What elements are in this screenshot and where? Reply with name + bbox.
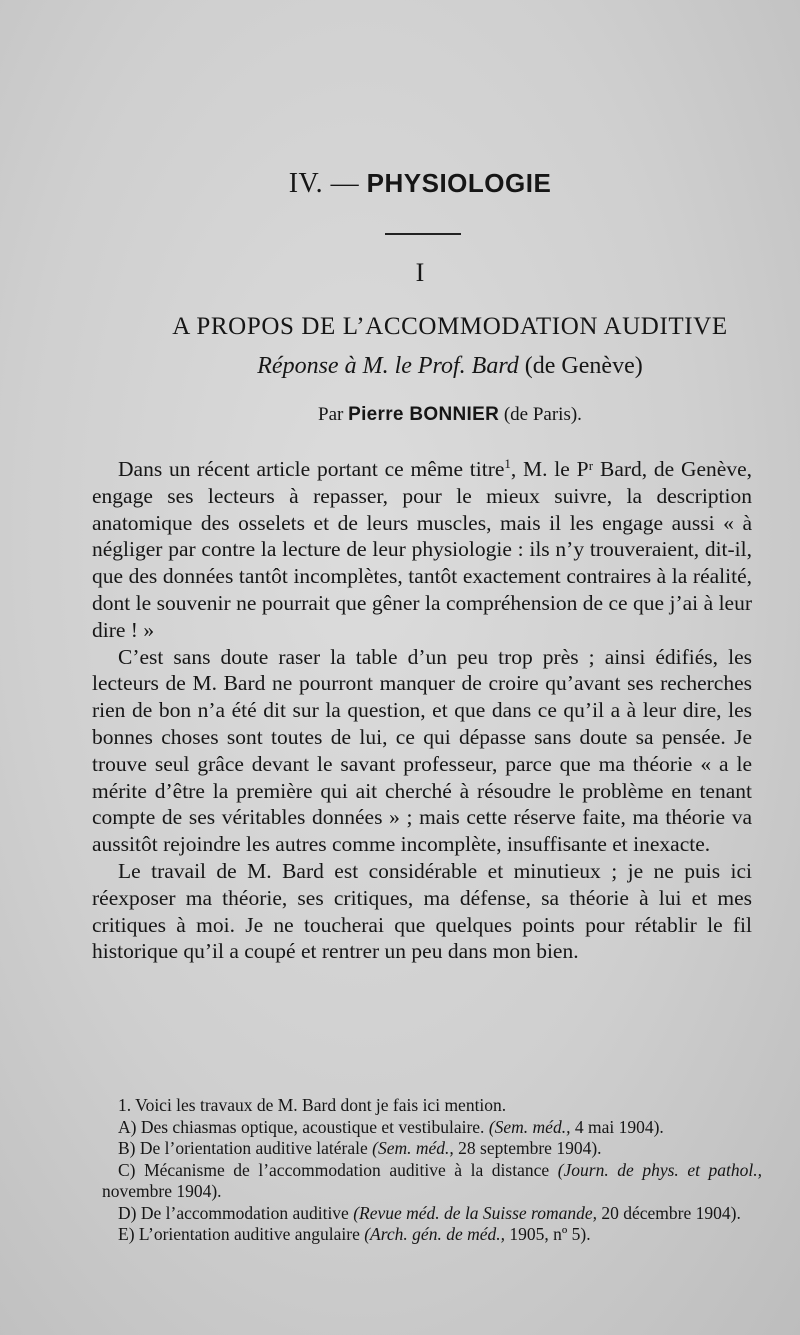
footnote-item-a xyxy=(102,1117,762,1139)
footnote-item-b xyxy=(102,1138,762,1160)
author-name: Pierre BONNIER xyxy=(348,404,500,425)
article-body xyxy=(92,456,752,965)
footnote-item-label: A) xyxy=(118,1116,137,1137)
footnote-item-date: 4 mai 1904). xyxy=(574,1116,664,1137)
footnote-item-date: 20 décembre 1904). xyxy=(601,1202,741,1223)
byline xyxy=(60,404,800,426)
footnote-item-label: B) xyxy=(118,1138,136,1158)
footnote-item-date: 1905, nº 5). xyxy=(509,1224,591,1244)
footnote-item-label: D) xyxy=(118,1202,137,1223)
section-number: IV. — xyxy=(288,168,360,199)
footnote-item-label: E) xyxy=(118,1224,135,1244)
article-title: A PROPOS DE L’ACCOMMODATION AUDITIVE xyxy=(172,313,728,340)
section-heading xyxy=(0,168,800,200)
subtitle-italic: Réponse à M. le Prof. Bard xyxy=(257,353,519,379)
paragraph-2: C’est sans doute raser la table d’un peu trop près ; ainsi édifiés, les lecteurs de M. Bard ne pourront manquer de croire qu’avant ses recherches rien de bon n’a été dit sur la question, et que dans ce qu’il a à leur dire, les bonnes choses sont toutes de lui, ce qui dépasse sans doute sa pensée. Je trouve seul grâce devant le savant professeur, parce que ma théorie « a le mérite d’être la première qui ait cherché à résoudre le problème en tenant compte de ses véritables données » ; mais cette réserve faite, ma théorie va aussitôt rejoindre les autres comme incomplète, insuffisante et inexacte. xyxy=(92,644,752,857)
article-number: I xyxy=(415,258,425,287)
section-title: PHYSIOLOGIE xyxy=(366,168,552,198)
footnote-item-text: De l’accommodation auditive xyxy=(140,1202,349,1223)
paragraph-1 xyxy=(92,456,752,644)
paragraph-3: Le travail de M. Bard est considérable et minutieux ; je ne puis ici réexposer ma théorie, ses critiques, ma défense, sa théorie à lui et mes critiques à moi. Je ne toucherai que quelques points pour rétablir le fil historique qu’il a coupé et rentrer un peu dans mon bien. xyxy=(92,858,752,964)
footnote-item-source: (Journ. de phys. et pathol., xyxy=(557,1159,763,1180)
footnote-item-source: (Sem. méd., xyxy=(488,1116,571,1137)
footnote-item-text: Des chiasmas optique, acoustique et vestibulaire. xyxy=(140,1116,485,1137)
paragraph-1-rest: , M. le Pʳ Bard, de Genève, engage ses lecteurs à repasser, pour le mieux suivre, la description anatomique des osselets et de leurs muscles, mais il les engage aussi « à négliger par contre la lecture de leur physiologie : ils n’y trouveraient, dit-il, que des données tantôt incomplètes, tantôt exactement contraires à la réalité, dont le souvenir ne pourrait que gêner la compréhension de ce que j’ai à leur dire ! » xyxy=(92,457,752,642)
footnote-item-date: 28 septembre 1904). xyxy=(458,1138,602,1158)
footnotes xyxy=(102,1095,762,1246)
paragraph-1-start: Dans un récent article portant ce même titre xyxy=(118,457,505,481)
footnote-item-source: (Sem. méd., xyxy=(372,1138,454,1158)
footnote-item-source: (Arch. gén. de méd., xyxy=(364,1224,505,1244)
footnote-ref: 1 xyxy=(504,455,511,471)
footnote-item-c xyxy=(102,1160,762,1203)
footnote-item-d xyxy=(102,1203,762,1225)
heading-rule xyxy=(385,233,461,235)
footnote-item-label: C) xyxy=(118,1159,136,1180)
footnote-item-text: L’orientation auditive angulaire xyxy=(138,1224,360,1244)
footnote-item-text: Mécanisme de l’accommodation auditive à la distance xyxy=(144,1159,550,1180)
subtitle-rest: (de Genève) xyxy=(524,353,643,379)
footnote-intro: 1. Voici les travaux de M. Bard dont je fais ici mention. xyxy=(118,1095,507,1115)
byline-prefix: Par xyxy=(318,404,344,425)
footnote-item-text: De l’orientation auditive latérale xyxy=(139,1138,368,1158)
author-place: (de Paris). xyxy=(503,404,582,425)
footnote-item-e xyxy=(102,1224,762,1246)
footnote-item-date: novembre 1904). xyxy=(102,1181,222,1201)
article-subtitle xyxy=(60,353,800,380)
footnote-item-source: (Revue méd. de la Suisse romande, xyxy=(353,1202,597,1223)
